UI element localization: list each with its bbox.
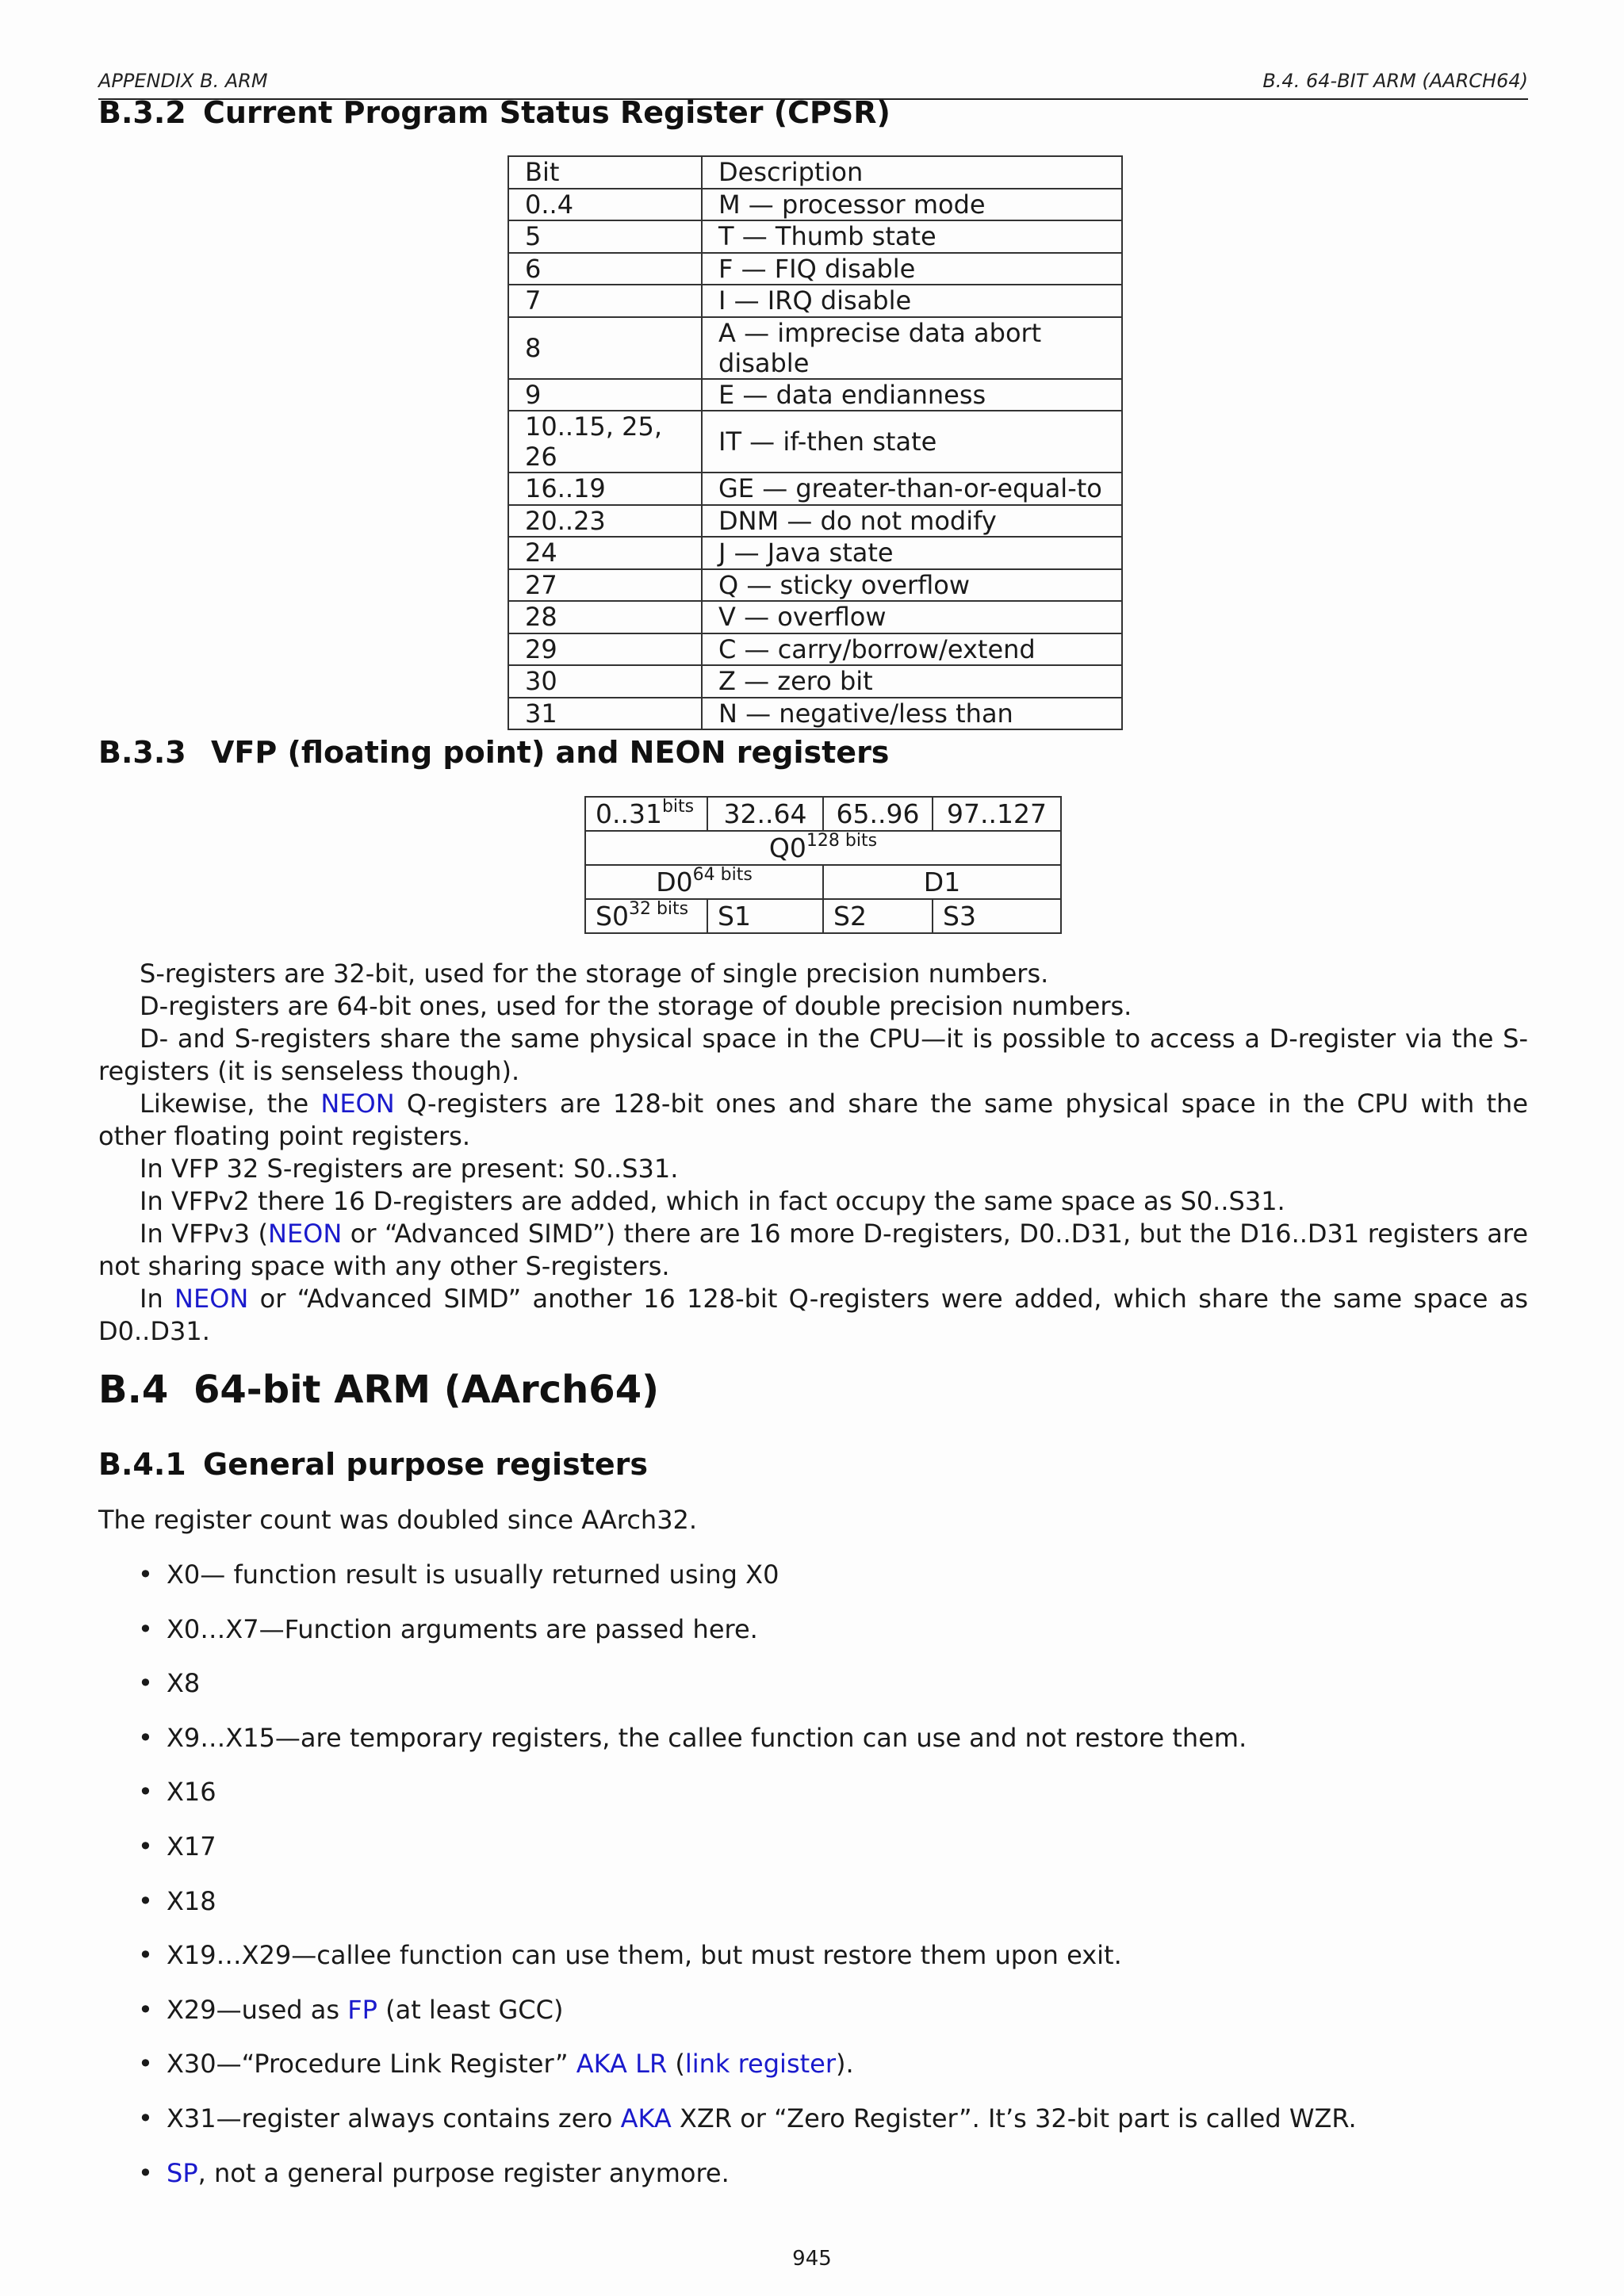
section-number: B.4: [98, 1368, 169, 1412]
cell-sup: bits: [661, 796, 695, 817]
vfp-cell: [585, 831, 1061, 865]
description-cell: Description: [702, 156, 1122, 189]
vfp-q-row: [585, 831, 1061, 865]
list-item: [98, 2103, 1357, 2157]
cell-text: 0..31: [596, 798, 662, 829]
bit-cell: 9: [508, 379, 702, 411]
bit-cell: 0..4: [508, 189, 702, 221]
header-chapter: APPENDIX B. ARM: [98, 70, 268, 92]
section-number: B.3.2: [98, 95, 186, 130]
neon-link[interactable]: NEON: [268, 1219, 343, 1249]
cell-sup: 32 bits: [628, 898, 689, 919]
cell-text: S1: [718, 900, 751, 932]
vfp-cell: [585, 899, 707, 933]
description-cell: I — IRQ disable: [702, 285, 1122, 317]
bit-cell: Bit: [508, 156, 702, 189]
table-row: [508, 253, 1122, 285]
section-heading-b41: [98, 1447, 648, 1482]
list-item: [98, 1994, 1357, 2049]
text: (at least GCC): [377, 1994, 564, 2025]
text: or “Advanced SIMD”) there are 16 more D-registers, D0..D31, but the D16..D31 registers are not sharing space with any other S-registers.: [98, 1219, 1529, 1281]
vfp-bits-row: [585, 797, 1061, 831]
cell-sup: 128 bits: [806, 830, 878, 851]
section-heading-b33: [98, 735, 889, 770]
text: XZR or “Zero Register”. It’s 32-bit part is called WZR.: [671, 2103, 1357, 2133]
neon-link[interactable]: NEON: [174, 1284, 249, 1314]
section-title: 64-bit ARM (AArch64): [193, 1368, 660, 1412]
list-item: • X9…X15—are temporary registers, the callee function can use and not restore them.: [98, 1722, 1357, 1777]
vfp-cell: [933, 797, 1061, 831]
bit-cell: 27: [508, 569, 702, 602]
description-cell: Z — zero bit: [702, 665, 1122, 698]
section-title: General purpose registers: [203, 1447, 649, 1482]
description-cell: M — processor mode: [702, 189, 1122, 221]
table-row: [508, 285, 1122, 317]
text: In: [140, 1284, 175, 1314]
paragraph: [98, 1088, 1528, 1153]
list-item: • X8: [98, 1667, 1357, 1722]
register-list: [98, 1559, 1357, 2211]
text: X29—used as: [167, 1994, 348, 2025]
list-item: • X16: [98, 1776, 1357, 1831]
paragraph: [98, 1283, 1528, 1348]
table-row: [508, 698, 1122, 730]
paragraph: D- and S-registers share the same physical space in the CPU—it is possible to access a D-register via the S-registers (it is senseless though).: [98, 1024, 1528, 1086]
bit-cell: 31: [508, 698, 702, 730]
text: Q-registers are 128-bit ones and share the same physical space in the CPU with the other floating point registers.: [98, 1089, 1528, 1151]
paragraph: D-registers are 64-bit ones, used for the storage of double precision numbers.: [140, 991, 1132, 1021]
cell-text: S2: [833, 900, 867, 932]
description-cell: Q — sticky overflow: [702, 569, 1122, 602]
description-cell: IT — if-then state: [702, 411, 1122, 473]
cpsr-header-row: [508, 156, 1122, 189]
list-item: • X0— function result is usually returned using X0: [98, 1559, 1357, 1613]
section-title: Current Program Status Register (CPSR): [203, 95, 891, 130]
fp-link[interactable]: FP: [347, 1994, 377, 2025]
list-item: • X0…X7—Function arguments are passed here.: [98, 1613, 1357, 1668]
vfp-register-table: [584, 796, 1062, 934]
vfp-cell: [823, 797, 933, 831]
vfp-cell: [585, 797, 707, 831]
table-row: [508, 633, 1122, 666]
cell-text: S3: [943, 900, 976, 932]
vfp-cell: [823, 899, 933, 933]
vfp-cell: [585, 865, 823, 899]
bit-cell: 7: [508, 285, 702, 317]
vfp-description: [98, 958, 1528, 1348]
bit-cell: 29: [508, 633, 702, 666]
sp-link[interactable]: SP: [167, 2157, 198, 2188]
table-row: [508, 220, 1122, 253]
text: In VFPv3 (: [140, 1219, 269, 1249]
section-title: VFP (floating point) and NEON registers: [211, 735, 890, 770]
table-row: [508, 411, 1122, 473]
cell-text: 32..64: [723, 798, 807, 829]
cell-text: Q0: [768, 832, 806, 863]
text: (: [667, 2049, 685, 2080]
table-row: [508, 537, 1122, 569]
section-number: B.4.1: [98, 1447, 186, 1482]
page-number: 945: [792, 2247, 832, 2271]
list-item: • X18: [98, 1885, 1357, 1940]
bit-cell: 6: [508, 253, 702, 285]
paragraph: [98, 1218, 1528, 1283]
cell-text: 65..96: [836, 798, 920, 829]
neon-link[interactable]: NEON: [320, 1089, 395, 1119]
paragraph: In VFPv2 there 16 D-registers are added, which in fact occupy the same space as S0..S31.: [140, 1186, 1285, 1216]
table-row: [508, 379, 1122, 411]
bit-cell: 16..19: [508, 473, 702, 505]
text: Likewise, the: [140, 1089, 321, 1119]
list-item: [98, 2157, 1357, 2212]
section-number: B.3.3: [98, 735, 186, 770]
aka-lr-link[interactable]: AKA LR: [576, 2049, 668, 2080]
bit-cell: 24: [508, 537, 702, 569]
bit-cell: 28: [508, 601, 702, 633]
header-section: B.4. 64-BIT ARM (AARCH64): [1262, 70, 1528, 92]
list-item: • X17: [98, 1831, 1357, 1885]
paragraph: In VFP 32 S-registers are present: S0..S31.: [140, 1154, 679, 1184]
description-cell: N — negative/less than: [702, 698, 1122, 730]
list-item: [98, 2048, 1357, 2103]
vfp-s-row: [585, 899, 1061, 933]
bit-cell: 30: [508, 665, 702, 698]
description-cell: J — Java state: [702, 537, 1122, 569]
description-cell: GE — greater-than-or-equal-to: [702, 473, 1122, 505]
description-cell: C — carry/borrow/extend: [702, 633, 1122, 666]
bit-cell: 10..15, 25, 26: [508, 411, 702, 473]
vfp-cell: [707, 899, 823, 933]
description-cell: T — Thumb state: [702, 220, 1122, 253]
text: X31—register always contains zero: [167, 2103, 621, 2133]
aka-link[interactable]: AKA: [620, 2103, 672, 2133]
table-row: [508, 189, 1122, 221]
cell-text: S0: [596, 900, 629, 932]
text: or “Advanced SIMD” another 16 128-bit Q-registers were added, which share the same space as D0..D31.: [98, 1284, 1529, 1346]
vfp-cell: [933, 899, 1061, 933]
text: ).: [836, 2049, 854, 2080]
vfp-cell: [823, 865, 1061, 899]
table-row: [508, 569, 1122, 602]
cell-sup: 64 bits: [692, 864, 753, 885]
description-cell: DNM — do not modify: [702, 505, 1122, 538]
paragraph: S-registers are 32-bit, used for the storage of single precision numbers.: [140, 959, 1049, 989]
section-heading-b32: [98, 95, 891, 130]
table-row: [508, 505, 1122, 538]
bit-cell: 20..23: [508, 505, 702, 538]
cell-text: D0: [656, 866, 693, 897]
vfp-cell: [707, 797, 823, 831]
bit-cell: 5: [508, 220, 702, 253]
text: X30—“Procedure Link Register”: [167, 2049, 576, 2080]
table-row: [508, 473, 1122, 505]
text: , not a general purpose register anymore.: [197, 2157, 730, 2188]
table-row: [508, 601, 1122, 633]
bit-cell: 8: [508, 317, 702, 379]
link-register-link[interactable]: link register: [684, 2049, 836, 2080]
table-row: [508, 665, 1122, 698]
description-cell: F — FIQ disable: [702, 253, 1122, 285]
vfp-d-row: [585, 865, 1061, 899]
cell-text: 97..127: [947, 798, 1047, 829]
table-row: [508, 317, 1122, 379]
cell-text: D1: [923, 866, 961, 897]
cpsr-table: [508, 155, 1123, 730]
intro-text: The register count was doubled since AArch32.: [98, 1505, 698, 1535]
section-heading-b4: [98, 1368, 659, 1412]
description-cell: E — data endianness: [702, 379, 1122, 411]
description-cell: A — imprecise data abort disable: [702, 317, 1122, 379]
list-item: • X19…X29—callee function can use them, but must restore them upon exit.: [98, 1939, 1357, 1994]
description-cell: V — overflow: [702, 601, 1122, 633]
